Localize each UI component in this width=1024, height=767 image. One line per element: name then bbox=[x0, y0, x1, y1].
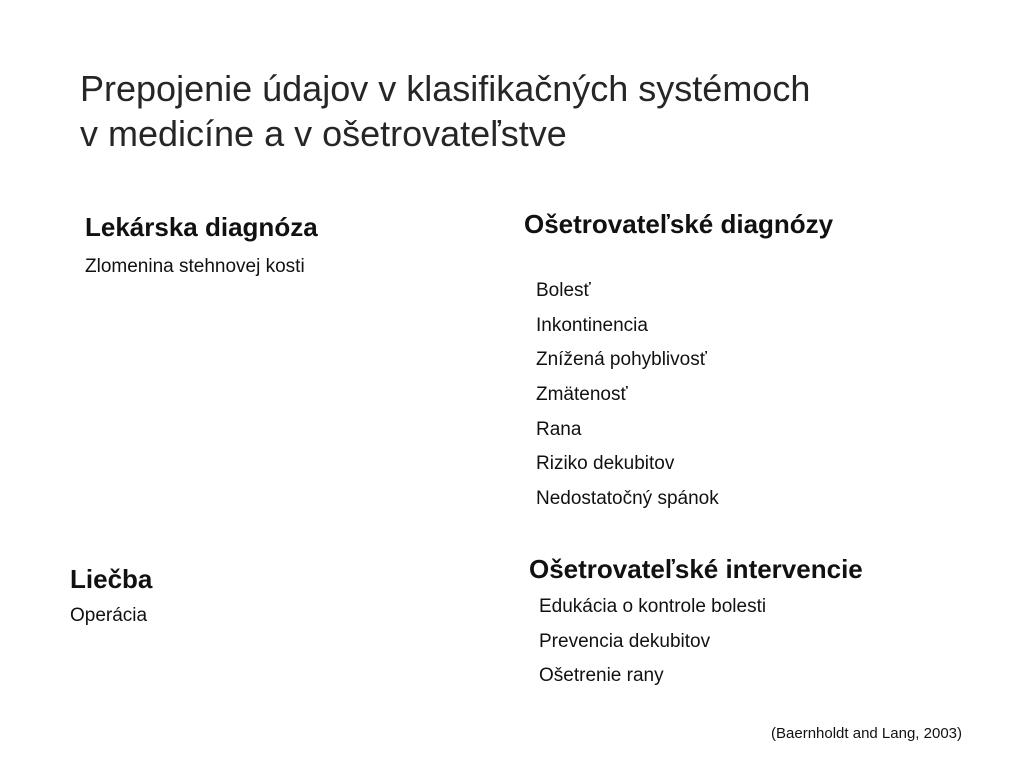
citation: (Baernholdt and Lang, 2003) bbox=[771, 725, 962, 742]
treatment-text: Operácia bbox=[70, 605, 148, 626]
medical-diagnosis-text: Zlomenina stehnovej kosti bbox=[85, 256, 305, 277]
slide-title-line-1: Prepojenie údajov v klasifikačných systémoch bbox=[80, 68, 811, 109]
list-item: Zmätenosť bbox=[536, 384, 628, 406]
list-item: Inkontinencia bbox=[536, 314, 648, 336]
list-item: Bolesť bbox=[536, 280, 591, 301]
list-item: Ošetrenie rany bbox=[539, 665, 664, 687]
list-item: Riziko dekubitov bbox=[536, 453, 675, 475]
treatment-heading: Liečba bbox=[70, 564, 153, 594]
nursing-interventions-heading: Ošetrovateľské intervencie bbox=[529, 554, 863, 584]
list-item: Znížená pohyblivosť bbox=[536, 349, 707, 371]
list-item: Prevencia dekubitov bbox=[539, 630, 711, 652]
nursing-diagnoses-list bbox=[536, 279, 719, 522]
slide-title bbox=[80, 66, 980, 156]
medical-diagnosis-heading: Lekárska diagnóza bbox=[85, 212, 318, 242]
nursing-interventions-list bbox=[539, 595, 766, 699]
nursing-diagnoses-heading: Ošetrovateľské diagnózy bbox=[524, 209, 834, 239]
list-item: Edukácia o kontrole bolesti bbox=[539, 596, 767, 617]
slide-title-line-2: v medicíne a v ošetrovateľstve bbox=[80, 113, 567, 154]
list-item: Nedostatočný spánok bbox=[536, 488, 719, 510]
list-item: Rana bbox=[536, 418, 582, 440]
